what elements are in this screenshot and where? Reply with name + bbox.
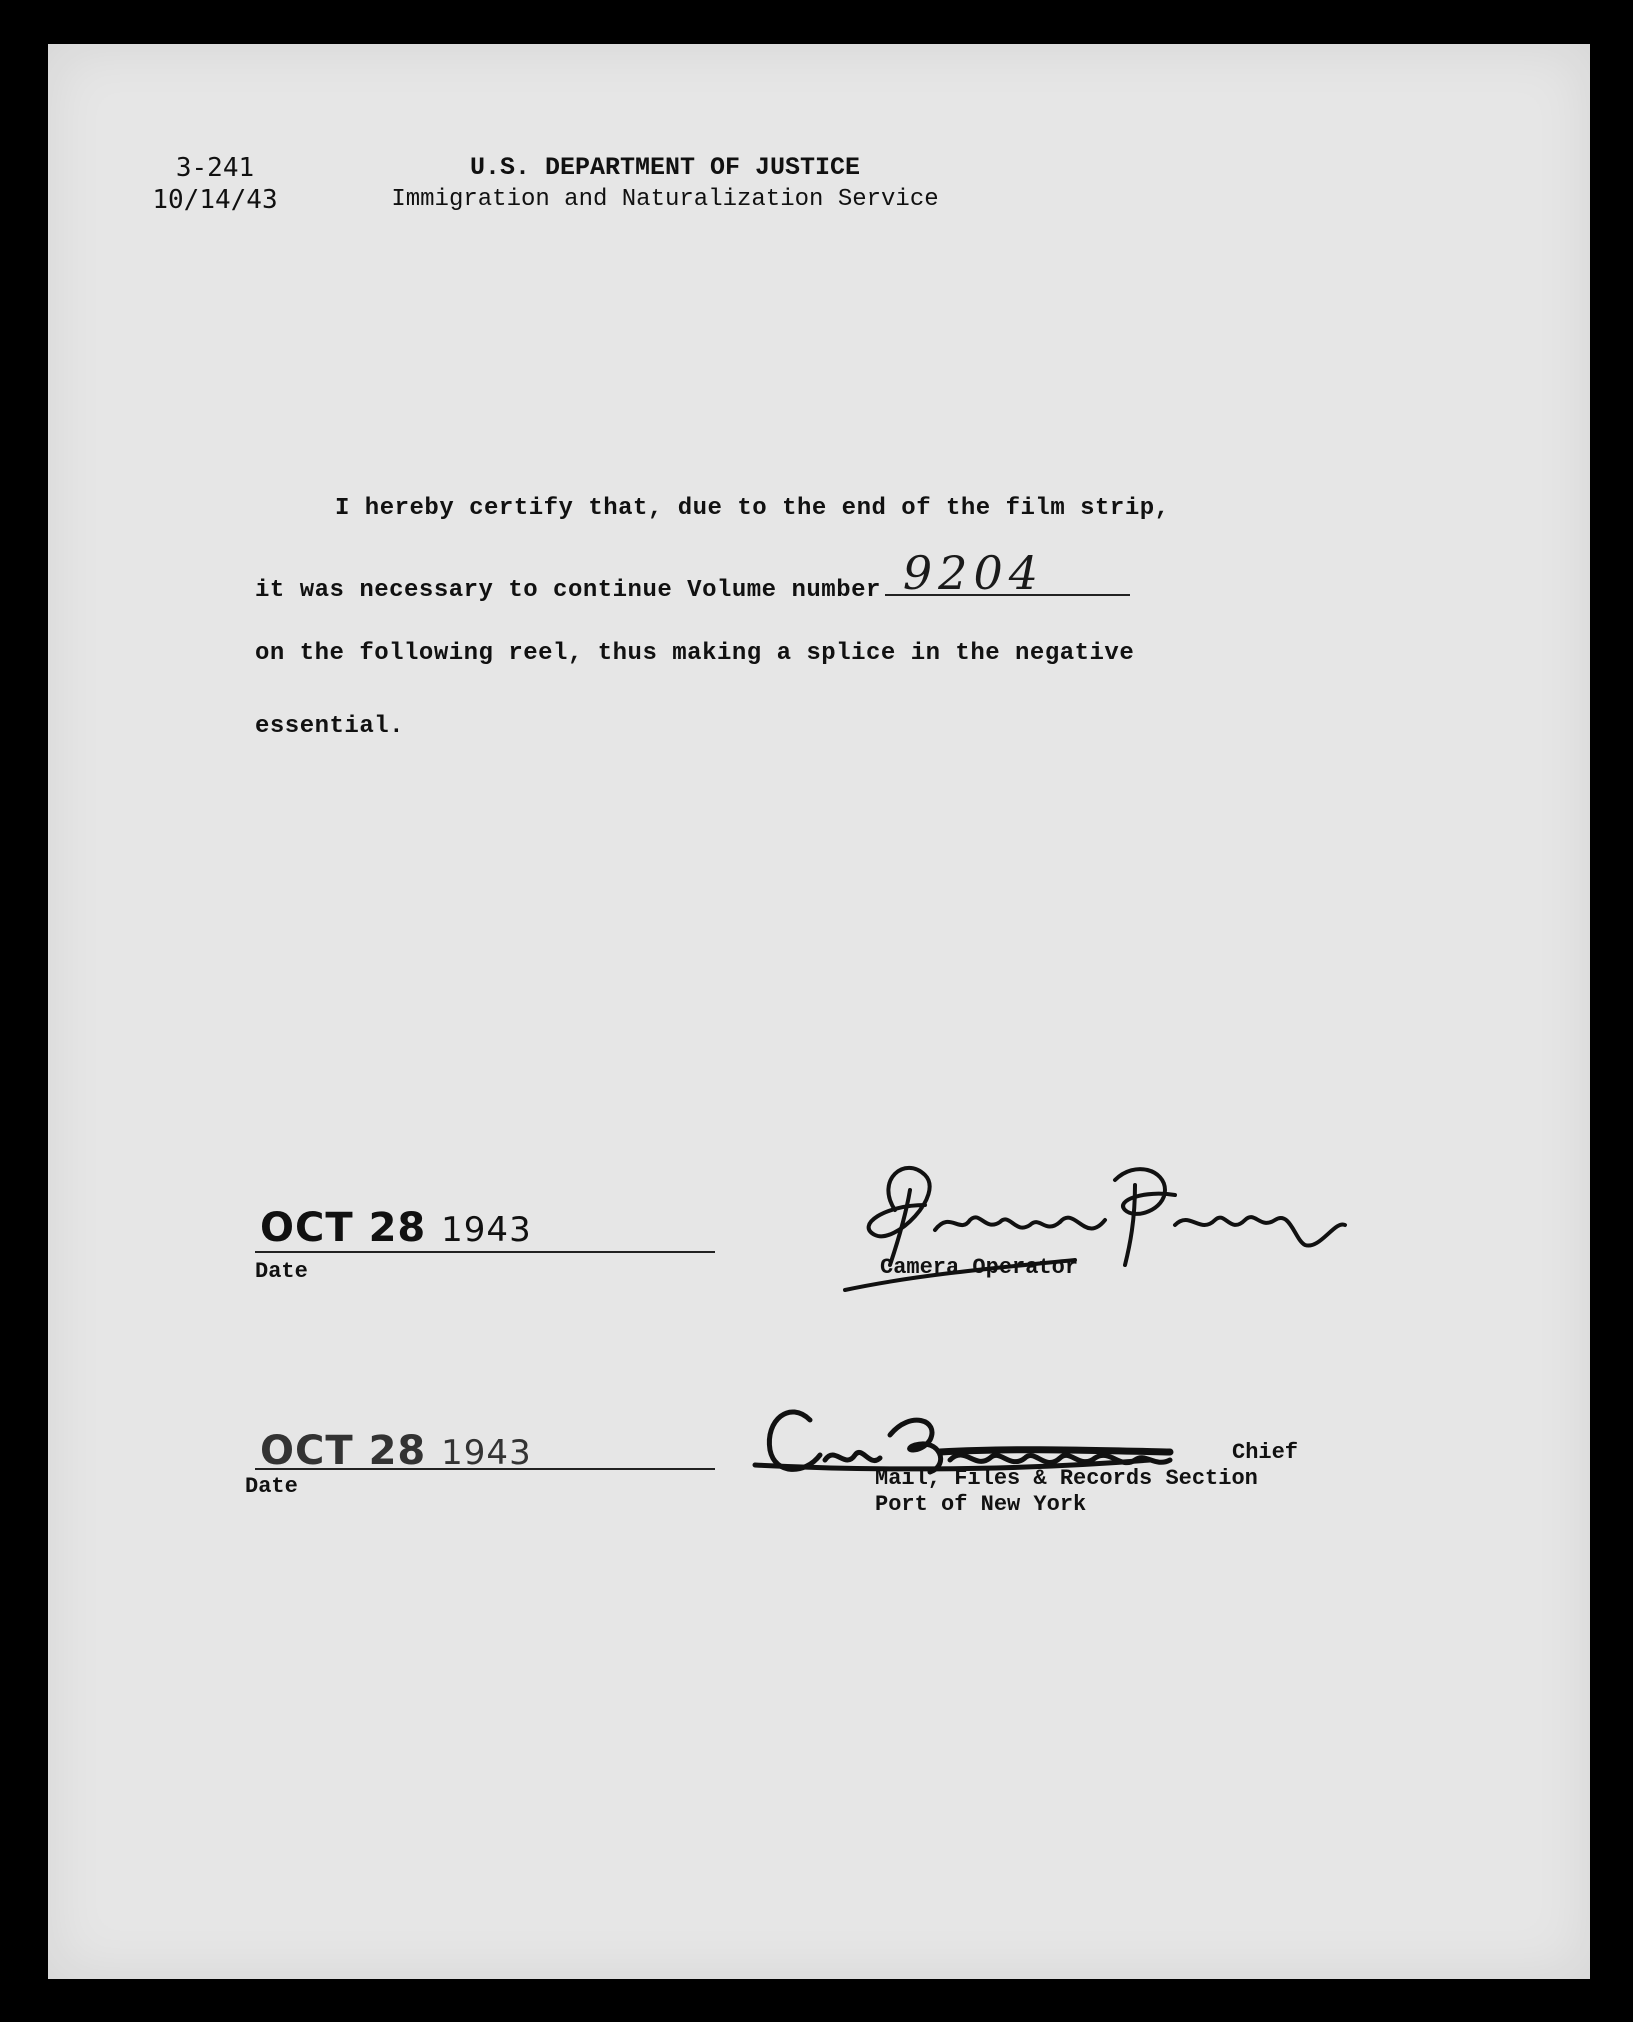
volume-number-value: 9204	[902, 546, 1044, 600]
section-name-label: Mail, Files & Records Section	[875, 1466, 1258, 1491]
camera-operator-signature	[835, 1150, 1375, 1305]
chief-date-stamp-day: OCT 28	[260, 1428, 427, 1474]
operator-date-label: Date	[255, 1259, 308, 1284]
certificate-line-2-text: it was necessary to continue Volume number	[255, 577, 881, 604]
certificate-line-2	[255, 546, 1130, 604]
operator-date-line	[255, 1251, 715, 1253]
department-name: U.S. DEPARTMENT OF JUSTICE	[469, 153, 861, 182]
chief-date-stamp-year: 1943	[441, 1433, 532, 1473]
form-date: 10/14/43	[152, 185, 278, 215]
document-header	[380, 152, 950, 216]
camera-operator-label: Camera Operator	[880, 1255, 1079, 1280]
port-name-label: Port of New York	[875, 1492, 1087, 1517]
camera-operator-block	[880, 1255, 1078, 1281]
chief-title-label: Chief	[1232, 1440, 1299, 1465]
operator-date-stamp-year: 1943	[441, 1210, 532, 1250]
certificate-line-4: essential.	[255, 713, 405, 740]
volume-number-field	[885, 546, 1130, 600]
chief-date-line	[255, 1468, 715, 1470]
operator-date-stamp-day: OCT 28	[260, 1205, 427, 1251]
certificate-line-3: on the following reel, thus making a splice in the negative	[255, 640, 1135, 667]
form-code	[150, 152, 280, 216]
chief-date-label: Date	[245, 1474, 298, 1499]
service-name: Immigration and Naturalization Service	[391, 186, 939, 213]
chief-title-block	[875, 1440, 1299, 1518]
certificate-line-1: I hereby certify that, due to the end of the film strip,	[335, 495, 1170, 522]
operator-date-stamp	[260, 1205, 532, 1251]
form-number: 3-241	[175, 153, 255, 183]
document-page	[48, 44, 1590, 1979]
